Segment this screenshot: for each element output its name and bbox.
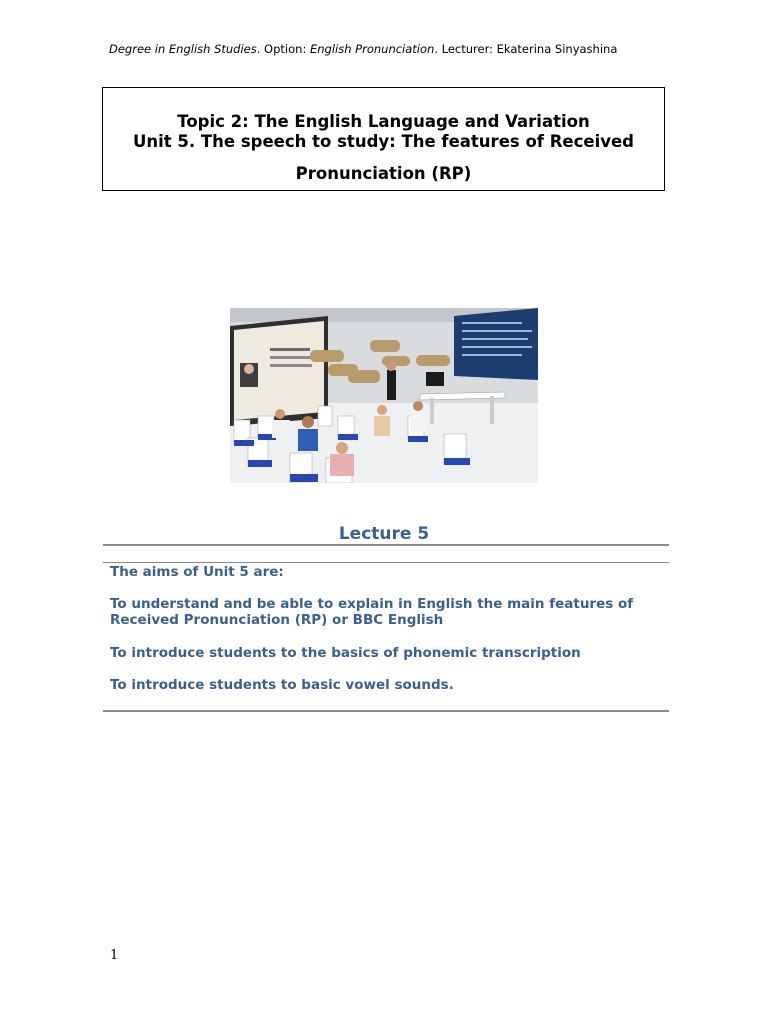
aims-intro: The aims of Unit 5 are: — [110, 564, 284, 580]
header-degree: Degree in English Studies — [109, 42, 257, 56]
header-lecturer: . Lecturer: Ekaterina Sinyashina — [434, 42, 618, 56]
aim-item-vowels: To introduce students to basic vowel sounds. — [110, 677, 454, 693]
title-box — [102, 87, 665, 191]
divider-bottom — [103, 710, 669, 712]
aim-item-transcription: To introduce students to the basics of phonemic transcription — [110, 645, 581, 661]
document-header — [109, 42, 709, 56]
divider-upper — [103, 562, 669, 563]
divider-top — [103, 544, 669, 546]
title-line-topic: Topic 2: The English Language and Variation — [177, 112, 590, 131]
header-option-label: . Option: — [256, 42, 310, 56]
classroom-illustration — [230, 308, 538, 483]
title-line-rp: Pronunciation (RP) — [295, 164, 472, 183]
lecture-title: Lecture 5 — [338, 524, 430, 544]
header-option: English Pronunciation — [309, 42, 435, 56]
title-line-unit: Unit 5. The speech to study: The features of Received — [133, 132, 634, 151]
page-number: 1 — [110, 948, 119, 963]
aim-item-features: To understand and be able to explain in English the main features of Received Pronunciation (RP) or BBC English — [110, 596, 634, 628]
classroom-image — [230, 308, 538, 483]
